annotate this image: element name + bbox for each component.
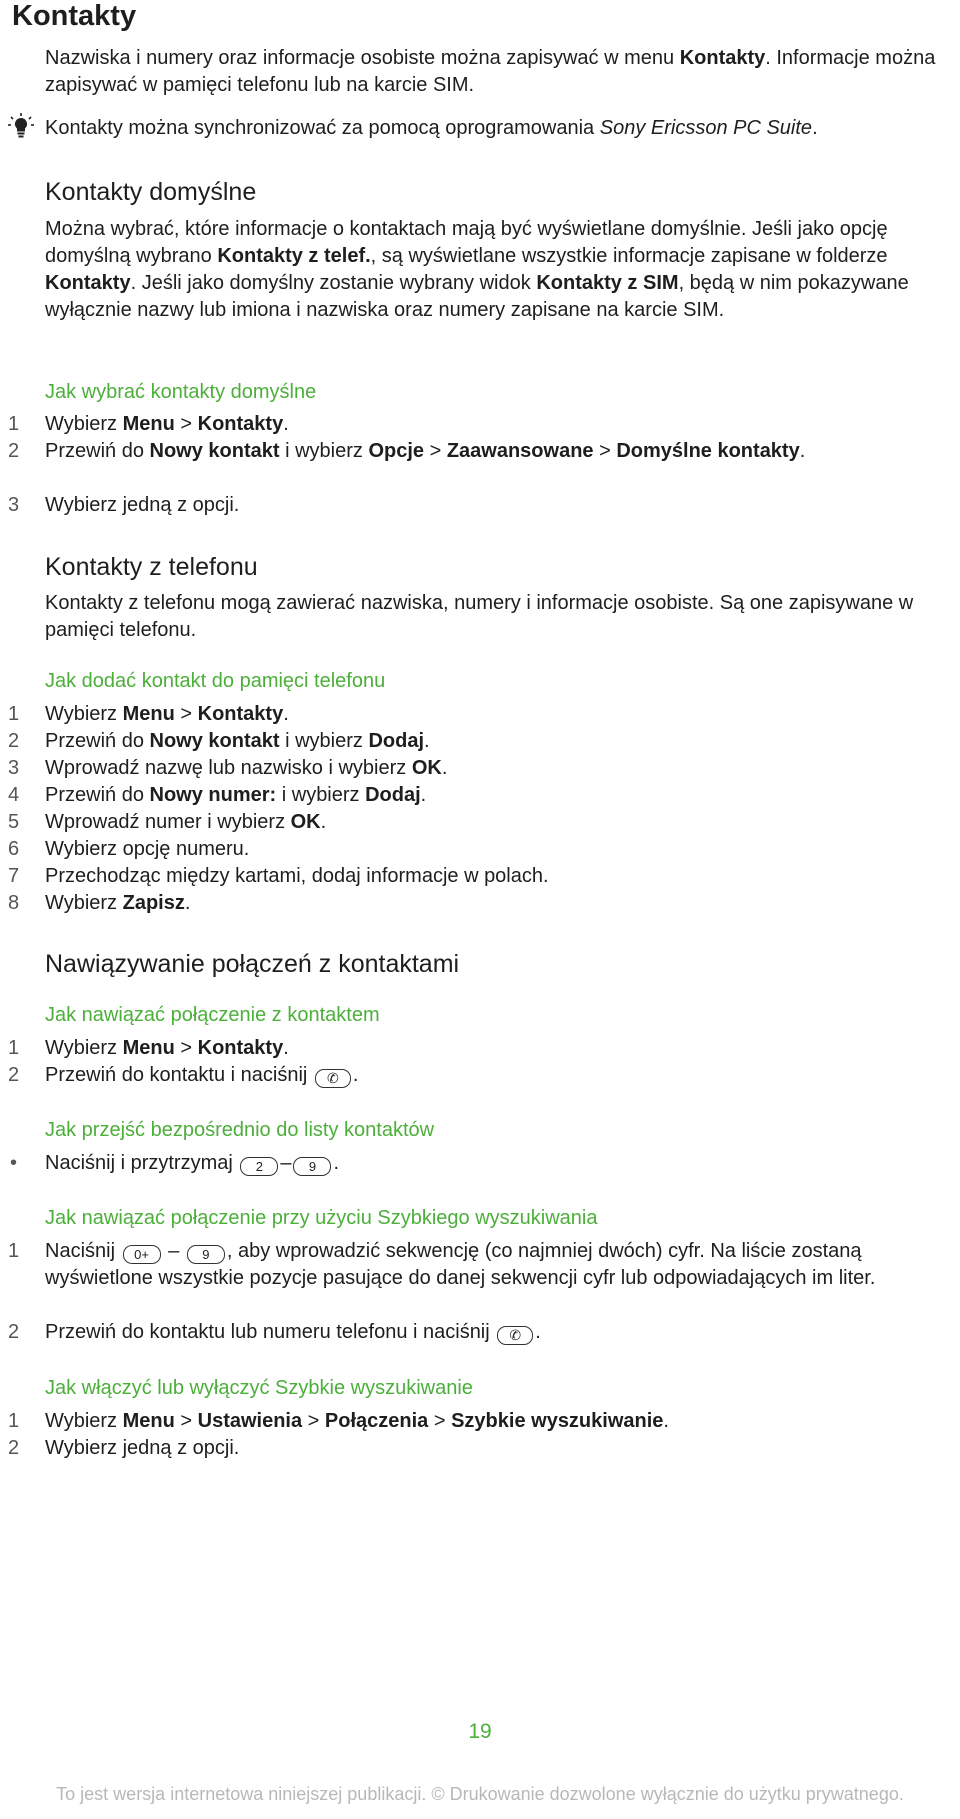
- text: i wybierz: [279, 440, 369, 462]
- text: >: [174, 703, 198, 725]
- subheading: Jak przejść bezpośrednio do listy kontaktów: [45, 1119, 435, 1141]
- key-2-icon: 2: [240, 1157, 278, 1176]
- text: .: [283, 413, 289, 435]
- key-9-icon: 9: [187, 1245, 225, 1264]
- text: .: [352, 1064, 359, 1086]
- text-bold: Kontakty z telef.: [217, 245, 371, 267]
- text-bold: Menu: [122, 703, 175, 725]
- intro-paragraph: [45, 45, 940, 99]
- text: .: [184, 892, 191, 914]
- text: Naciśnij: [45, 1240, 121, 1262]
- text: >: [593, 440, 617, 462]
- text-bold: Kontakty: [679, 47, 766, 69]
- page-title: Kontakty: [12, 0, 137, 32]
- text-bold: Menu: [122, 413, 175, 435]
- page-number: 19: [468, 1720, 492, 1743]
- text: .: [535, 1321, 541, 1343]
- text: .: [320, 811, 327, 833]
- text: , są wyświetlane wszystkie informacje zapisane w folderze: [370, 245, 888, 267]
- text-bold: Nowy kontakt: [149, 730, 280, 752]
- text-bold: OK: [411, 757, 442, 779]
- step-number: 1: [8, 1410, 20, 1432]
- text-italic: Sony Ericsson PC Suite: [599, 117, 813, 139]
- step-number: 2: [8, 1064, 20, 1086]
- step-number: 4: [8, 784, 20, 806]
- step-text: [45, 1238, 900, 1292]
- text: Naciśnij i przytrzymaj: [45, 1152, 239, 1174]
- text-bold: Dodaj: [365, 784, 421, 806]
- step-text: [45, 411, 935, 438]
- text-bold: Menu: [122, 1037, 175, 1059]
- text-bold: Szybkie wyszukiwanie: [451, 1410, 664, 1432]
- text: .: [283, 703, 289, 725]
- text: , będą w nim pokazywane wyłącznie nazwy lub imiona i nazwiska oraz numery zapisane na karcie SIM.: [45, 272, 909, 321]
- step-number: 7: [8, 865, 20, 887]
- step-number: 2: [8, 730, 20, 752]
- subheading: Jak wybrać kontakty domyślne: [45, 381, 317, 403]
- section-heading-default-contacts: Kontakty domyślne: [45, 178, 257, 206]
- text: i wybierz: [279, 730, 369, 752]
- text: >: [428, 1410, 452, 1432]
- text: >: [174, 413, 198, 435]
- step-text: [45, 1035, 935, 1062]
- text: –: [280, 1152, 292, 1174]
- text: .: [283, 1037, 289, 1059]
- step-text: Wybierz jedną z opcji.: [45, 1437, 240, 1459]
- step-number: 8: [8, 892, 20, 914]
- step-number: 3: [8, 757, 20, 779]
- section-paragraph: Kontakty z telefonu mogą zawierać nazwiska, numery i informacje osobiste. Są one zapisywane w pamięci telefonu.: [45, 592, 914, 641]
- step-number: 2: [8, 440, 20, 462]
- text: Przewiń do kontaktu lub numeru telefonu i naciśnij: [45, 1321, 496, 1343]
- text: .: [420, 784, 427, 806]
- key-9-icon: 9: [293, 1157, 331, 1176]
- text: Wybierz: [45, 892, 123, 914]
- text: Przewiń do: [45, 440, 150, 462]
- step-text: [45, 809, 935, 836]
- step-number: 6: [8, 838, 20, 860]
- text: .: [441, 757, 448, 779]
- subheading: Jak nawiązać połączenie przy użyciu Szybkiego wyszukiwania: [45, 1207, 598, 1229]
- text: >: [424, 440, 447, 462]
- text-bold: Kontakty: [197, 413, 284, 435]
- text: >: [174, 1037, 198, 1059]
- step-text: [45, 1408, 935, 1435]
- step-text: [45, 782, 935, 809]
- text-bold: Menu: [122, 1410, 175, 1432]
- text-bold: Nowy numer:: [149, 784, 277, 806]
- step-number: 1: [8, 1240, 20, 1262]
- text: . Informacje można zapisywać w pamięci telefonu lub na karcie SIM.: [45, 47, 936, 96]
- key-0-plus-icon: 0+: [123, 1245, 161, 1264]
- step-number: 5: [8, 811, 20, 833]
- text-bold: Kontakty z SIM: [536, 272, 679, 294]
- step-number: 1: [8, 703, 20, 725]
- text: Wybierz: [45, 1037, 123, 1059]
- call-key-icon: ✆: [497, 1326, 533, 1345]
- text: .: [333, 1152, 340, 1174]
- text: >: [302, 1410, 325, 1432]
- text: –: [162, 1240, 185, 1262]
- text-bold: Kontakty: [197, 1037, 284, 1059]
- step-text: [45, 1150, 935, 1177]
- step-text: [45, 701, 935, 728]
- step-text: Wybierz opcję numeru.: [45, 838, 250, 860]
- step-number: 1: [8, 413, 20, 435]
- step-text: [45, 1062, 935, 1089]
- text-bold: Ustawienia: [197, 1410, 303, 1432]
- step-text: [45, 755, 935, 782]
- step-text: [45, 438, 845, 465]
- text-bold: Domyślne kontakty: [616, 440, 800, 462]
- text-bold: Zapisz: [122, 892, 185, 914]
- text: .: [799, 440, 806, 462]
- text-bold: Kontakty: [45, 272, 131, 294]
- text: .: [663, 1410, 669, 1432]
- call-key-icon: ✆: [315, 1069, 351, 1088]
- step-text: [45, 1319, 935, 1346]
- text: Wprowadź numer i wybierz: [45, 811, 291, 833]
- text-bold: Dodaj: [368, 730, 424, 752]
- bullet-icon: •: [10, 1152, 18, 1174]
- text: i wybierz: [276, 784, 366, 806]
- text: Można wybrać, które informacje o kontaktach mają być wyświetlane domyślnie. Jeśli jako opcję domyślną wybrano: [45, 218, 888, 267]
- text-bold: Nowy kontakt: [149, 440, 280, 462]
- text-bold: OK: [290, 811, 321, 833]
- text: Wybierz: [45, 1410, 123, 1432]
- text-bold: Opcje: [368, 440, 425, 462]
- text: .: [424, 730, 430, 752]
- tip-text: [45, 115, 940, 142]
- subheading: Jak nawiązać połączenie z kontaktem: [45, 1004, 380, 1026]
- step-text: Przechodząc między kartami, dodaj informacje w polach.: [45, 865, 549, 887]
- section-paragraph: [45, 216, 940, 324]
- text: Kontakty można synchronizować za pomocą oprogramowania: [45, 117, 600, 139]
- text: Nazwiska i numery oraz informacje osobiste można zapisywać w menu: [45, 47, 680, 69]
- lightbulb-icon: [8, 112, 34, 138]
- text: >: [174, 1410, 198, 1432]
- subheading: Jak dodać kontakt do pamięci telefonu: [45, 670, 386, 692]
- text: Wybierz: [45, 413, 123, 435]
- text: , aby wprowadzić sekwencję (co najmniej dwóch) cyfr. Na liście zostaną wyświetlone wszystkie pozycje pasujące do danej sekwencji cyfr lub odpowiadających im liter.: [45, 1240, 876, 1289]
- text-bold: Zaawansowane: [446, 440, 594, 462]
- text: . Jeśli jako domyślny zostanie wybrany widok: [130, 272, 537, 294]
- text: Przewiń do kontaktu i naciśnij: [45, 1064, 313, 1086]
- step-number: 2: [8, 1437, 20, 1459]
- subheading: Jak włączyć lub wyłączyć Szybkie wyszukiwanie: [45, 1377, 473, 1399]
- text: .: [812, 117, 818, 139]
- text: Przewiń do: [45, 730, 150, 752]
- section-heading-calling-contacts: Nawiązywanie połączeń z kontaktami: [45, 950, 460, 978]
- text: Przewiń do: [45, 784, 150, 806]
- step-number: 1: [8, 1037, 20, 1059]
- step-number: 2: [8, 1321, 20, 1343]
- step-text: Wybierz jedną z opcji.: [45, 494, 240, 516]
- section-heading-phone-contacts: Kontakty z telefonu: [45, 553, 258, 581]
- step-text: [45, 728, 935, 755]
- step-text: [45, 890, 935, 917]
- step-number: 3: [8, 494, 20, 516]
- footer-notice: To jest wersja internetowa niniejszej publikacji. © Drukowanie dozwolone wyłącznie do użytku prywatnego.: [56, 1784, 904, 1804]
- text: Wprowadź nazwę lub nazwisko i wybierz: [45, 757, 412, 779]
- text: Wybierz: [45, 703, 123, 725]
- text-bold: Kontakty: [197, 703, 284, 725]
- text-bold: Połączenia: [324, 1410, 429, 1432]
